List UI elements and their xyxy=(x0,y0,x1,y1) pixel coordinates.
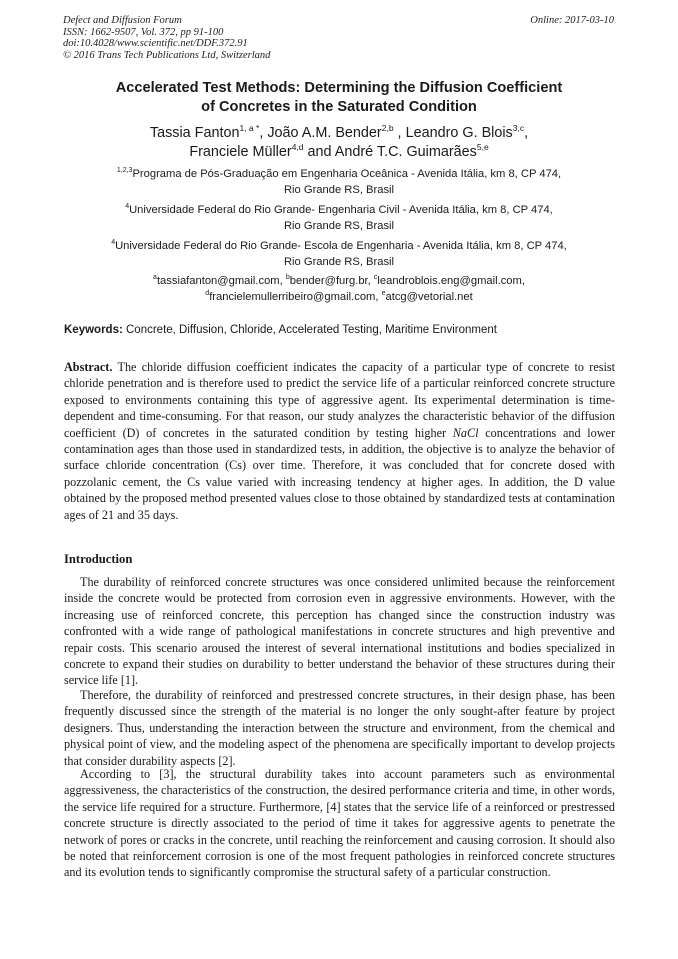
affil-text: Programa de Pós-Graduação em Engenharia Oceânica - Avenida Itália, km 8, CP 474, xyxy=(132,168,562,180)
journal-header xyxy=(63,15,270,61)
author-name: Franciele Müller xyxy=(189,144,292,160)
affiliation-1 xyxy=(40,166,638,198)
author-name: Leandro G. Blois xyxy=(405,125,513,141)
abstract xyxy=(64,359,615,523)
email-link[interactable]: francielemullerribeiro@gmail.com, xyxy=(209,291,379,303)
author-line-2 xyxy=(40,143,638,162)
affiliation-3 xyxy=(40,238,638,270)
author-affil-mark: 5,e xyxy=(476,142,489,152)
author-affil-mark: 2,b xyxy=(381,123,394,133)
author-name: Tassia Fanton xyxy=(149,125,240,141)
intro-paragraph-3: According to [3], the structural durability takes into account parameters such as environmental aggressiveness, the characteristics of the construction, the desired performance criteria and time, in other words, the service life required for a structure. Furthermore, [4] states that the service life of a reinforced or prestressed concrete structure is directly associated to the period of time it takes for aggressive agents to penetrate the network of pores or cracks in the concrete, until reaching the reinforcement and causing corrosion. It should also be noted that reinforcement corrosion is one of the most frequent pathologies in reinforced concrete structures and its evolution tends to significantly compromise the structural safety of a particular construction. xyxy=(64,767,615,880)
affil-mark: 4 xyxy=(125,203,130,210)
email-link[interactable]: bender@furg.br, xyxy=(289,275,371,287)
keywords-label: Keywords: xyxy=(64,324,123,336)
title-line-2: of Concretes in the Saturated Condition xyxy=(201,99,477,115)
journal-name: Defect and Diffusion Forum xyxy=(63,15,182,26)
keywords xyxy=(64,322,624,338)
affil-text: Universidade Federal do Rio Grande- Engenharia Civil - Avenida Itália, km 8, CP 474, xyxy=(129,204,553,216)
affiliation-2 xyxy=(40,202,638,234)
affil-mark: 1,2,3 xyxy=(116,167,133,174)
abstract-label: Abstract. xyxy=(64,360,113,374)
author-affil-mark: 1, a * xyxy=(239,123,260,133)
email-link[interactable]: atcg@vetorial.net xyxy=(385,291,473,303)
author-name: André T.C. Guimarães xyxy=(334,144,477,160)
section-heading-introduction: Introduction xyxy=(64,552,133,566)
author-affil-mark: 4,d xyxy=(291,142,304,152)
copyright-line: © 2016 Trans Tech Publications Ltd, Switzerland xyxy=(63,49,271,61)
affil-text: Universidade Federal do Rio Grande- Escola de Engenharia - Avenida Itália, km 8, CP 474, xyxy=(115,240,567,252)
doi-line: doi:10.4028/www.scientific.net/DDF.372.91 xyxy=(63,38,248,50)
title-line-1: Accelerated Test Methods: Determining the Diffusion Coefficient xyxy=(115,80,563,96)
author-affil-mark: 3,c xyxy=(512,123,525,133)
affil-mark: 4 xyxy=(111,239,116,246)
abstract-formula: NaCl xyxy=(452,425,479,440)
author-name: João A.M. Bender xyxy=(267,125,382,141)
affil-text: Rio Grande RS, Brasil xyxy=(283,184,395,196)
issn-line: ISSN: 1662-9507, Vol. 372, pp 91-100 xyxy=(63,26,224,38)
author-conjunction: and xyxy=(307,144,332,160)
online-date: Online: 2017-03-10 xyxy=(530,15,614,26)
author-list xyxy=(40,124,638,162)
affil-text: Rio Grande RS, Brasil xyxy=(283,220,395,232)
email-link[interactable]: tassiafanton@gmail.com, xyxy=(156,275,283,287)
affil-text: Rio Grande RS, Brasil xyxy=(283,256,395,268)
paper-title xyxy=(40,79,638,117)
keywords-text: Concrete, Diffusion, Chloride, Accelerated Testing, Maritime Environment xyxy=(126,324,497,336)
author-emails: $^a$tassiafanton@gmail.com, $^b$bender@furg.br, $^c$leandroblois.eng@gmail.com, $^d$francielemullerribeiro@gmail.com, $^e$atcg@vetorial.net xyxy=(153,274,525,303)
abstract-text: concentrations and lower contamination ages than those used in standardized tests, in addition, the objective is to analyze the behavior of surface chloride concentration (Cs) over time. Therefore, it was concluded that for concrete dosed with pozzolanic cement, the Cs value varied with increasing tendency at higher ages. In addition, the D value obtained by the proposed method presented values close to those obtained by standardized tests at contamination ages of 21 and 35 days. xyxy=(64,425,616,522)
abstract-text: The chloride diffusion coefficient indicates the capacity of a particular type of concrete to resist chloride penetration and is therefore used to predict the service life of a particular reinforced concrete structure exposed to environments containing this type of aggressive agent. Its experimental determination is time-dependent and time-consuming. For that reason, our study analyzes the characteristic behavior of the diffusion coefficient (D) of concretes in the saturated condition by testing higher xyxy=(64,360,615,440)
email-link[interactable]: leandroblois.eng@gmail.com, xyxy=(377,275,525,287)
intro-paragraph-1: The durability of reinforced concrete structures was once considered unlimited because the reinforcement inside the concrete would be protected from corrosion even in aggressive environments. However, with the increasing use of reinforced concrete, this perception has changed since the construction industry was confronted with a wide range of pathological manifestations in concrete structures and high preventive and repair costs. This scenario aroused the interest of several international institutions and bodies specialized in concrete to expand their studies on durability to better understand the behavior of these structures during their service life [1]. xyxy=(64,575,615,688)
intro-paragraph-2: Therefore, the durability of reinforced and prestressed concrete structures, in their design phase, has been frequently discussed since the strength of the material is no longer the only sought-after feature by project designers. Thus, understanding the interaction between the structure and environment, from the chemical and physical point of view, and the modeling aspect of the phenomena are specifically important to develop projects that consider durability aspects [2]. xyxy=(64,688,615,768)
author-line-1: Tassia Fanton$^{1, a *}$, João A.M. Bender$^{2,b}$ , Leandro G. Blois$^{3,c}$, xyxy=(149,123,529,141)
